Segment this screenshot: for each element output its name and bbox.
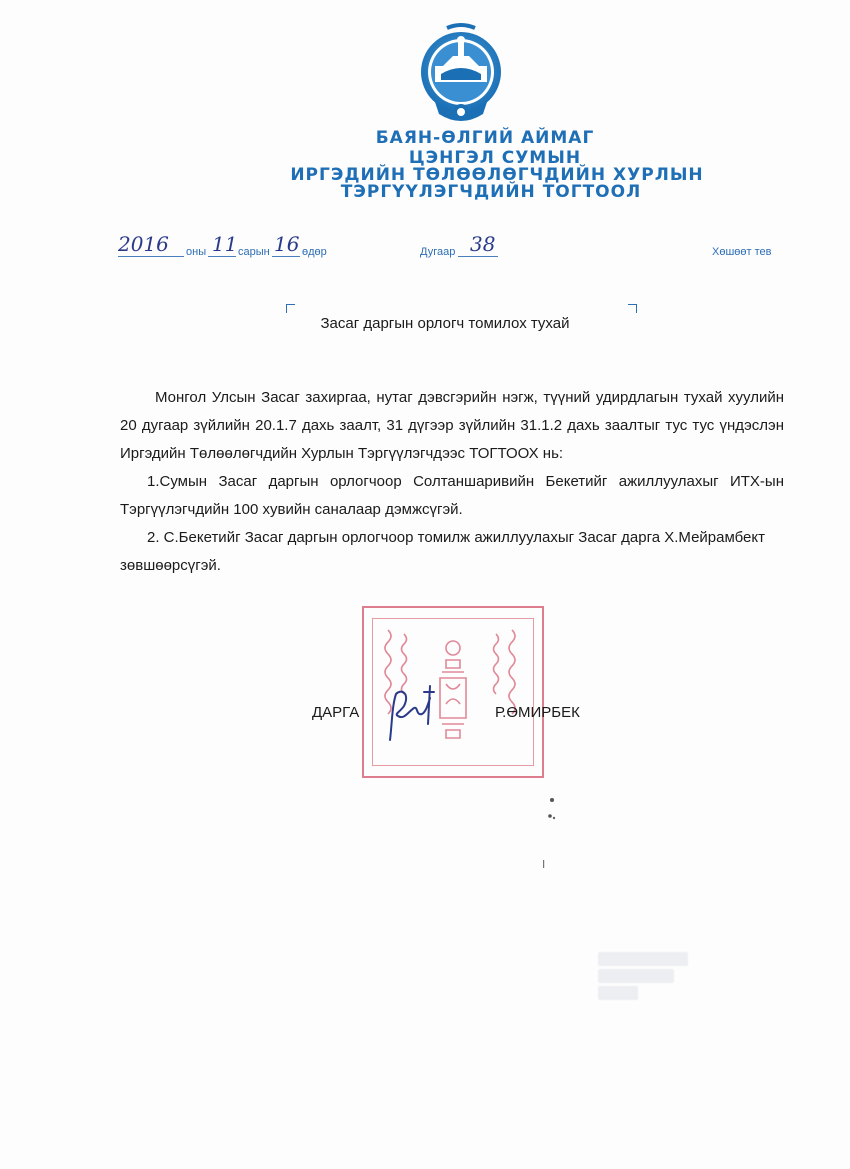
year-blank: [118, 256, 184, 257]
bleed-through-area: [598, 952, 688, 1003]
subject-corner-right: [628, 304, 637, 313]
document-type-title: ТЭРГҮҮЛЭГЧДИЙН ТОГТООЛ: [340, 182, 642, 202]
place-name: Хөшөөт тев: [712, 246, 772, 258]
number-label: Дугаар: [420, 246, 456, 258]
month-value: 11: [212, 232, 238, 256]
aimag-name: БАЯН-ӨЛГИЙ АЙМАГ: [375, 128, 595, 148]
subject-title: Засаг даргын орлогч томилох тухай: [320, 315, 570, 332]
state-emblem-icon: [413, 22, 509, 132]
council-name: ИРГЭДИЙН ТӨЛӨӨЛӨГЧДИЙН ХУРЛЫН: [290, 165, 704, 185]
number-blank: [458, 256, 498, 257]
resolution-item-1: 1.Сумын Засаг даргын орлогчоор Солтаншаривийн Бекетийг ажиллуулахыг ИТХ-ын Тэргүүлэгчдийн 100 хувийн саналаар дэмжсүгэй.: [120, 473, 784, 518]
paper-specks: [540, 790, 580, 880]
day-value: 16: [274, 232, 300, 256]
year-suffix: оны: [186, 246, 207, 258]
month-blank: [208, 256, 236, 257]
month-suffix: сарын: [238, 246, 270, 258]
preamble-paragraph: Монгол Улсын Засаг захиргаа, нутаг дэвсгэрийн нэгж, түүний удирдлагын тухай хуулийн 20 дугаар зүйлийн 20.1.7 дахь заалт, 31 дүгээр зүйлийн 31.1.2 дахь заалтыг тус тус үндэслэн Иргэдийн Төлөөлөгчдийн Хурлын Тэргүүлэгчдээс ТОГТООХ нь:: [120, 389, 784, 462]
sum-name: ЦЭНГЭЛ СУМЫН: [408, 148, 582, 168]
signatory-title: ДАРГА: [312, 704, 360, 721]
day-suffix: өдөр: [302, 246, 327, 258]
resolution-body: [120, 384, 784, 580]
signatory-name: Р.ӨМИРБЕК: [495, 704, 580, 721]
day-blank: [272, 256, 300, 257]
handwritten-signature: [374, 684, 448, 744]
resolution-item-2: 2. С.Бекетийг Засаг даргын орлогчоор томилж ажиллуулахыг Засаг дарга Х.Мейрамбект зөвшөөрсүгэй.: [120, 529, 766, 574]
number-value: 38: [470, 232, 496, 256]
subject-corner-left: [286, 304, 295, 313]
year-value: 2016: [118, 232, 169, 256]
